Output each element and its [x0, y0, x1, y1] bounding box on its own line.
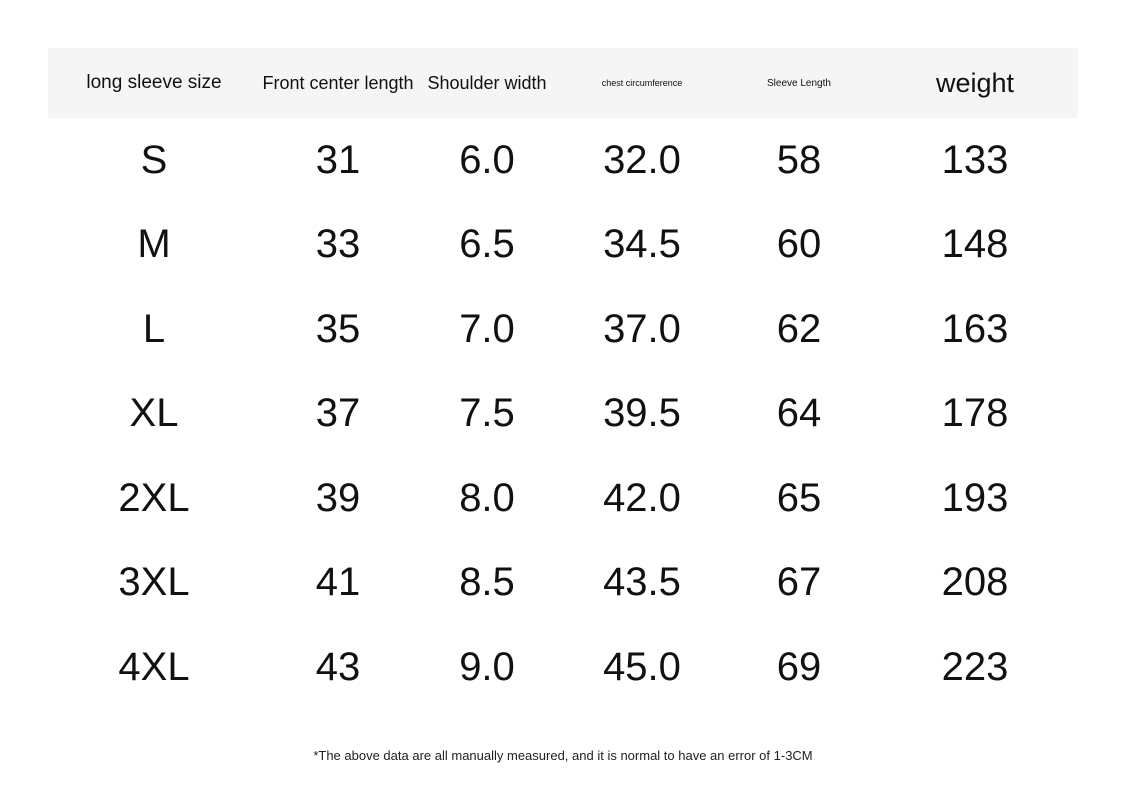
- measurement-disclaimer: *The above data are all manually measured, and it is normal to have an error of 1-3CM: [313, 748, 813, 763]
- cell-chest-circumference: 32.0: [603, 137, 681, 182]
- column-header-sleeve-length: Sleeve Length: [767, 77, 831, 89]
- cell-sleeve-length: 65: [776, 475, 822, 520]
- table-row: [48, 625, 1078, 710]
- table-row: [48, 203, 1078, 288]
- cell-size: 2XL: [118, 475, 190, 520]
- column-header-chest-circumference: chest circumference: [601, 78, 683, 88]
- cell-weight: 193: [941, 475, 1009, 520]
- cell-weight: 178: [941, 391, 1009, 436]
- cell-front-center-length: 33: [315, 222, 361, 267]
- size-table-container: [48, 48, 1078, 710]
- cell-front-center-length: 41: [315, 560, 361, 605]
- table-row: [48, 118, 1078, 203]
- cell-shoulder-width: 9.0: [459, 644, 515, 689]
- cell-front-center-length: 31: [315, 137, 361, 182]
- cell-weight: 163: [941, 306, 1009, 351]
- column-header-front-center-length: Front center length: [262, 72, 414, 93]
- cell-front-center-length: 37: [315, 391, 361, 436]
- table-row: [48, 287, 1078, 372]
- cell-size: L: [142, 306, 166, 351]
- column-header-weight: weight: [935, 67, 1015, 98]
- cell-sleeve-length: 67: [776, 560, 822, 605]
- cell-weight: 133: [941, 137, 1009, 182]
- cell-size: 3XL: [118, 560, 190, 605]
- cell-chest-circumference: 39.5: [603, 391, 681, 436]
- cell-shoulder-width: 7.0: [459, 306, 515, 351]
- cell-chest-circumference: 34.5: [603, 222, 681, 267]
- size-table-head: [48, 48, 1078, 118]
- table-row: [48, 372, 1078, 457]
- cell-shoulder-width: 8.0: [459, 475, 515, 520]
- cell-chest-circumference: 42.0: [603, 475, 681, 520]
- cell-chest-circumference: 43.5: [603, 560, 681, 605]
- cell-weight: 148: [941, 222, 1009, 267]
- cell-front-center-length: 43: [315, 644, 361, 689]
- table-header-row: [48, 48, 1078, 118]
- cell-sleeve-length: 62: [776, 306, 822, 351]
- cell-shoulder-width: 8.5: [459, 560, 515, 605]
- cell-sleeve-length: 60: [776, 222, 822, 267]
- cell-size: S: [140, 137, 168, 182]
- cell-shoulder-width: 6.0: [459, 137, 515, 182]
- cell-shoulder-width: 7.5: [459, 391, 515, 436]
- cell-sleeve-length: 64: [776, 391, 822, 436]
- cell-sleeve-length: 58: [776, 137, 822, 182]
- cell-size: M: [137, 222, 171, 267]
- table-row: [48, 541, 1078, 626]
- size-table: [48, 48, 1078, 710]
- table-row: [48, 456, 1078, 541]
- cell-size: 4XL: [118, 644, 190, 689]
- cell-chest-circumference: 37.0: [603, 306, 681, 351]
- column-header-size: long sleeve size: [86, 72, 222, 93]
- column-header-shoulder-width: Shoulder width: [427, 72, 547, 93]
- cell-shoulder-width: 6.5: [459, 222, 515, 267]
- cell-sleeve-length: 69: [776, 644, 822, 689]
- cell-chest-circumference: 45.0: [603, 644, 681, 689]
- size-table-body: [48, 118, 1078, 710]
- cell-front-center-length: 39: [315, 475, 361, 520]
- cell-weight: 223: [941, 644, 1009, 689]
- cell-weight: 208: [941, 560, 1009, 605]
- cell-size: XL: [129, 391, 179, 436]
- cell-front-center-length: 35: [315, 306, 361, 351]
